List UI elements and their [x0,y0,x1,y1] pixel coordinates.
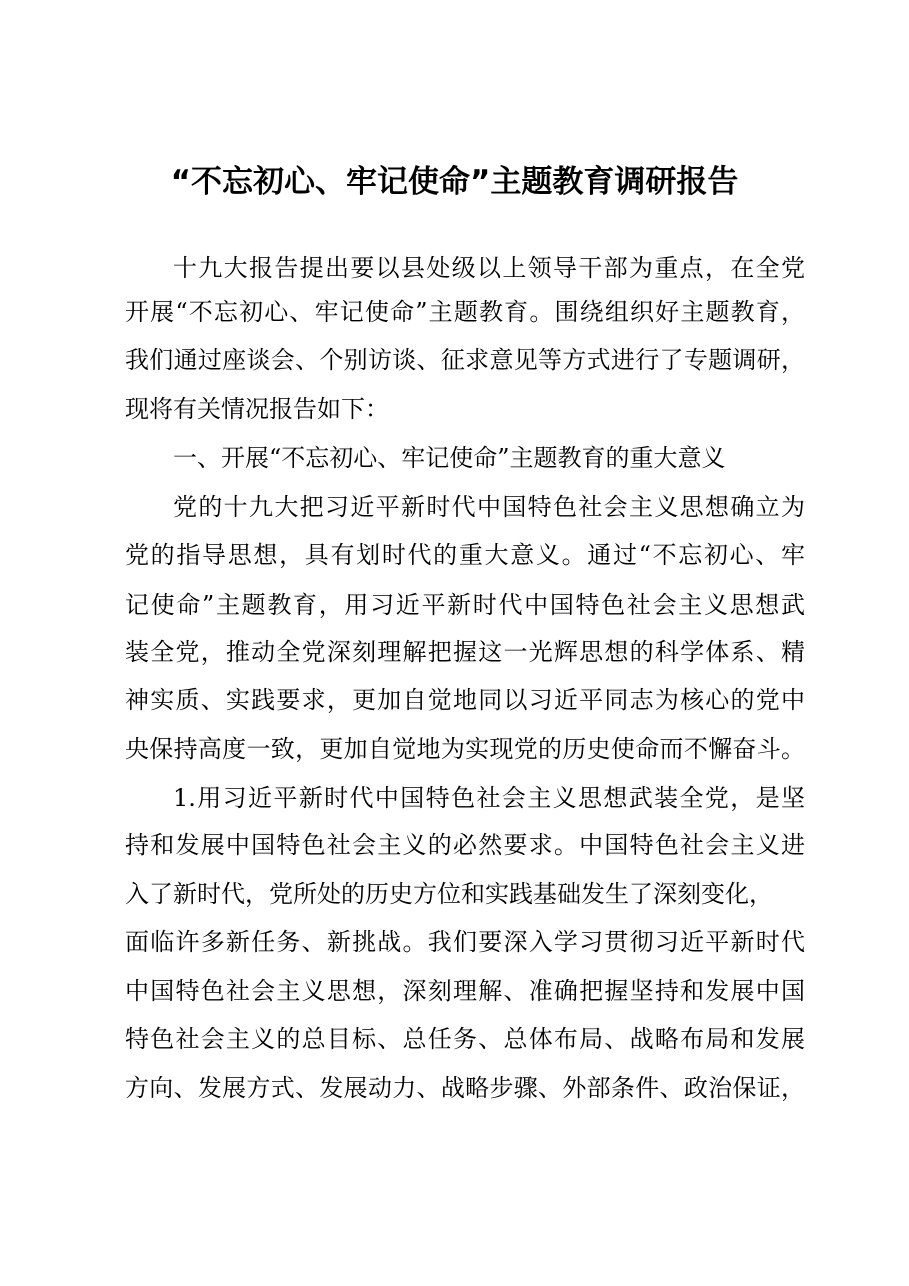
section-heading-1: 一、开展“不忘初心、牢记使命”主题教育的重大意义 [173,444,726,472]
text-line-18: 方向、发展方式、发展动力、战略步骤、外部条件、政治保证， [125,1074,805,1102]
text-line-4: 现将有关情况报告如下： [125,395,389,423]
text-line-13: 持和发展中国特色社会主义的必然要求。中国特色社会主义进 [125,831,805,859]
text-line-7: 党的指导思想，具有划时代的重大意义。通过“不忘初心、牢 [125,541,805,569]
document-title: “不忘初心、牢记使命”主题教育调研报告 [170,164,739,200]
text-line-2: 开展“不忘初心、牢记使命”主题教育。围绕组织好主题教育， [125,298,805,326]
text-line-11: 央保持高度一致，更加自觉地为实现党的历史使命而不懈奋斗。 [125,735,805,763]
text-line-8: 记使命”主题教育，用习近平新时代中国特色社会主义思想武 [125,591,805,619]
text-line-12: 1.用习近平新时代中国特色社会主义思想武装全党，是坚 [173,784,805,812]
text-line-9: 装全党，推动全党深刻理解把握这一光辉思想的科学体系、精 [125,638,805,666]
text-line-15: 面临许多新任务、新挑战。我们要深入学习贯彻习近平新时代 [125,928,805,956]
text-line-10: 神实质、实践要求，更加自觉地同以习近平同志为核心的党中 [125,686,805,714]
text-line-6: 党的十九大把习近平新时代中国特色社会主义思想确立为 [173,493,805,521]
text-line-17: 特色社会主义的总目标、总任务、总体布局、战略布局和发展 [125,1025,805,1053]
text-line-1: 十九大报告提出要以县处级以上领导干部为重点，在全党 [173,254,805,282]
text-line-3: 我们通过座谈会、个别访谈、征求意见等方式进行了专题调研， [125,346,805,374]
text-line-14: 入了新时代，党所处的历史方位和实践基础发生了深刻变化， [125,880,773,908]
text-line-16: 中国特色社会主义思想，深刻理解、准确把握坚持和发展中国 [125,977,805,1005]
